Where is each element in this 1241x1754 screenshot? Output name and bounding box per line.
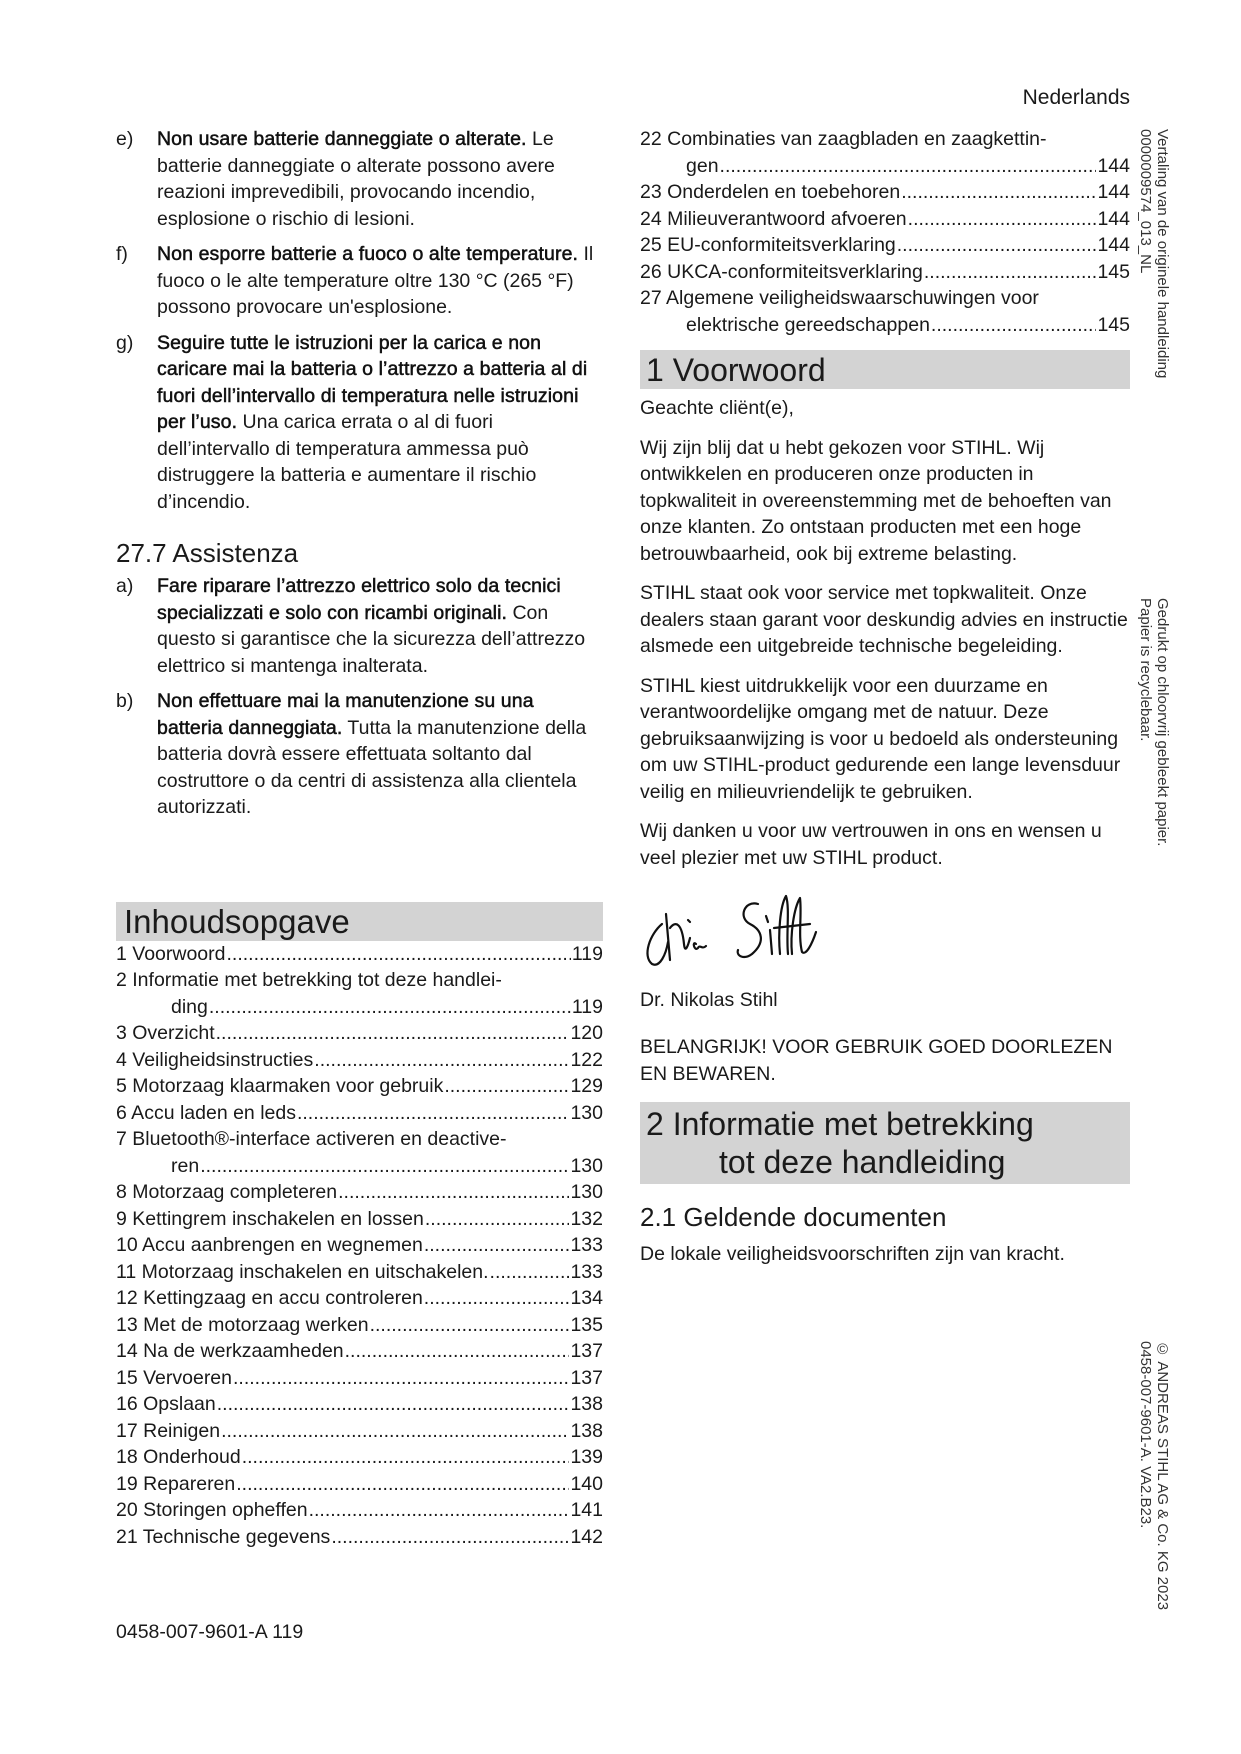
toc-leader-dots xyxy=(901,179,1096,206)
toc-entry-title: 22 Combinaties van zaagbladen en zaagkettin- xyxy=(640,128,1047,150)
safety-item-e xyxy=(116,126,603,232)
toc-leader-dots xyxy=(444,1073,569,1100)
assistenza-list xyxy=(116,573,603,821)
paper-note xyxy=(1137,598,1171,846)
greeting: Geachte cliënt(e), xyxy=(640,397,794,419)
item-letter: a) xyxy=(116,575,134,597)
item-letter: f) xyxy=(116,243,128,265)
section-1-title: 1 Voorwoord xyxy=(640,350,1130,389)
toc-entry-title: 27 Algemene veiligheidswaarschuwingen voor xyxy=(640,287,1039,309)
toc-entry xyxy=(116,1418,603,1445)
toc-title: Inhoudsopgave xyxy=(116,902,603,941)
toc-entry-title: 16 Opslaan xyxy=(116,1393,216,1415)
toc-entry-title: 6 Accu laden en leds xyxy=(116,1101,296,1124)
toc-entry-title: 25 EU-conformiteitsverklaring xyxy=(640,234,896,256)
toc-entry-title: 13 Met de motorzaag werken xyxy=(116,1313,369,1336)
item-text: Con questo si garantisce che la sicurezza dell’attrezzo elettrico si mantenga inalterata. xyxy=(157,601,586,677)
toc-page-number: 144 xyxy=(1097,154,1130,177)
copyright-note xyxy=(1137,1341,1171,1610)
item-letter: e) xyxy=(116,128,134,150)
toc-entry xyxy=(116,1524,603,1551)
toc-entry-title: 5 Motorzaag klaarmaken voor gebruik xyxy=(116,1075,444,1097)
section-2-title xyxy=(640,1102,1130,1184)
toc-entry xyxy=(116,1020,603,1047)
toc-entry xyxy=(116,1259,603,1286)
item-bold-text: Seguire tutte le istruzioni per la carica e non caricare mai la batteria o l’attrezzo a batteria al di fuori dell’intervallo di temperatura nelle istruzioni per l’uso. xyxy=(157,331,588,433)
signature-name: Dr. Nikolas Stihl xyxy=(640,989,778,1011)
toc-entry-title: 14 Na de werkzaamheden xyxy=(116,1340,344,1362)
toc-entry xyxy=(116,1179,603,1206)
toc-page-number: 144 xyxy=(1097,181,1130,203)
toc-leader-dots xyxy=(221,1418,569,1445)
toc-entry-title: 2 Informatie met betrekking tot deze handlei- xyxy=(116,969,502,991)
foreword-paragraph: STIHL staat ook voor service met topkwaliteit. Onze dealers staan garant voor deskundig advies en instructie alsmede een uitgebreide technische begeleiding. xyxy=(640,582,1128,657)
toc-entry-title: 7 Bluetooth®-interface activeren en deactive- xyxy=(116,1128,507,1150)
page-footer: 0458-007-9601-A 119 xyxy=(116,1621,304,1643)
item-text: Il fuoco o le alte temperature oltre 130 °C (265 °F) possono provocare un'esplosione. xyxy=(157,243,594,318)
toc-page-number: 120 xyxy=(570,1022,603,1044)
toc-leader-dots xyxy=(200,1153,569,1180)
toc-entry-title: 18 Onderhoud xyxy=(116,1446,241,1468)
toc-page-number: 138 xyxy=(570,1419,603,1442)
toc-entry-title: 1 Voorwoord xyxy=(116,942,226,965)
toc-entry-title: ren xyxy=(171,1154,200,1177)
toc-leader-dots xyxy=(424,1232,570,1259)
toc-leader-dots xyxy=(425,1206,570,1233)
translation-note xyxy=(1137,129,1171,378)
language-header: Nederlands xyxy=(1022,86,1130,109)
toc-entry-title: 11 Motorzaag inschakelen en uitschakelen. xyxy=(116,1260,489,1283)
toc-leader-dots xyxy=(216,1020,570,1047)
toc-entry-title: 20 Storingen opheffen xyxy=(116,1499,308,1521)
translation-note-line2: 0000009574_013_NL xyxy=(1137,129,1154,274)
important-notice: BELANGRIJK! VOOR GEBRUIK GOED DOORLEZEN EN BEWAREN. xyxy=(640,1036,1113,1085)
toc-page-number: 135 xyxy=(570,1313,603,1336)
toc-entry-title: 15 Vervoeren xyxy=(116,1366,233,1389)
toc-leader-dots xyxy=(233,1365,569,1392)
copyright-line2: 0458-007-9601-A. VA2.B23. xyxy=(1137,1341,1154,1529)
toc-leader-dots xyxy=(924,259,1097,286)
toc-entry xyxy=(116,967,603,994)
signature-image xyxy=(640,884,830,974)
foreword-paragraph: STIHL kiest uitdrukkelijk voor een duurzame en verantwoordelijke omgang met de natuur. Deze gebruiksaanwijzing is voor u bedoeld als ondersteuning om uw STIHL-product gedurende een lange levensduur veilig en milieuvriendelijk te gebruiken. xyxy=(640,674,1121,803)
toc-entry xyxy=(116,1312,603,1339)
toc-page-number: 129 xyxy=(570,1075,603,1097)
toc-entry xyxy=(116,941,603,968)
toc-leader-dots xyxy=(370,1312,570,1339)
toc-page-number: 133 xyxy=(570,1260,603,1283)
signature xyxy=(640,884,1130,979)
item-letter: b) xyxy=(116,690,134,712)
toc-entry-title: 8 Motorzaag completeren xyxy=(116,1181,338,1203)
toc-page-number: 130 xyxy=(570,1101,603,1124)
paper-note-line1: Gedrukt op chloorvrij gebleekt papier. xyxy=(1154,598,1171,847)
toc-entry xyxy=(640,153,1130,180)
section-2-1-text: De lokale veiligheidsvoorschriften zijn van kracht. xyxy=(640,1243,1065,1265)
section-2-1-title: 2.1 Geldende documenten xyxy=(640,1202,947,1232)
left-column xyxy=(116,126,603,1550)
toc-entry-title: 12 Kettingzaag en accu controleren xyxy=(116,1287,423,1309)
toc-page-number: 130 xyxy=(570,1181,603,1203)
toc-entry xyxy=(116,1444,603,1471)
assistenza-heading: 27.7 Assistenza xyxy=(116,538,299,568)
table-of-contents xyxy=(116,941,603,1551)
toc-entry xyxy=(116,1232,603,1259)
toc-page-number: 130 xyxy=(570,1154,603,1177)
toc-page-number: 138 xyxy=(570,1393,603,1415)
toc-entry xyxy=(116,1471,603,1498)
toc-entry-title: 26 UKCA-conformiteitsverklaring xyxy=(640,260,923,283)
copyright-line1: © ANDREAS STIHL AG & Co. KG 2023 xyxy=(1154,1341,1171,1611)
toc-leader-dots xyxy=(236,1471,569,1498)
toc-page-number: 137 xyxy=(570,1340,603,1362)
assist-item-b xyxy=(116,688,603,821)
toc-entry xyxy=(116,1391,603,1418)
toc-entry-title: elektrische gereedschappen xyxy=(686,313,930,336)
item-text: Tutta la manutenzione della batteria dovrà essere effettuata soltanto dal costruttore o da centri di assistenza alla clientela autorizzati. xyxy=(157,716,587,818)
item-text: Una carica errata o al di fuori dell’intervallo di temperatura ammessa può distruggere la batteria e aumentare il rischio d’incendio. xyxy=(157,411,537,513)
toc-entry xyxy=(640,126,1130,153)
toc-leader-dots xyxy=(217,1391,570,1418)
toc-page-number: 144 xyxy=(1097,207,1130,230)
item-bold-text: Non esporre batterie a fuoco o alte temperature. xyxy=(157,243,579,265)
toc-page-number: 144 xyxy=(1097,234,1130,256)
toc-leader-dots xyxy=(897,232,1097,259)
toc-leader-dots xyxy=(490,1259,570,1286)
safety-item-f xyxy=(116,241,603,321)
toc-entry xyxy=(640,206,1130,233)
toc-page-number: 145 xyxy=(1097,313,1130,336)
toc-leader-dots xyxy=(338,1179,569,1206)
toc-page-number: 119 xyxy=(571,942,603,965)
toc-entry-title: 19 Repareren xyxy=(116,1472,236,1495)
toc-entry xyxy=(640,179,1130,206)
toc-leader-dots xyxy=(242,1444,570,1471)
toc-leader-dots xyxy=(345,1338,570,1365)
item-bold-text: Non effettuare mai la manutenzione su una batteria danneggiata. xyxy=(157,690,534,739)
toc-entry-title: 17 Reinigen xyxy=(116,1419,221,1442)
foreword-paragraph: Wij zijn blij dat u hebt gekozen voor STIHL. Wij ontwikkelen en produceren onze producten in topkwaliteit in overeenstemming met de behoeften van onze klanten. Zo ontstaan producten met een hoge betrouwbaarheid, ook bij extreme belasting. xyxy=(640,436,1112,565)
toc-leader-dots xyxy=(931,312,1097,339)
toc-entry-title: 9 Kettingrem inschakelen en lossen xyxy=(116,1207,424,1230)
item-bold-text: Fare riparare l’attrezzo elettrico solo da tecnici specializzati e solo con ricambi originali. xyxy=(157,575,561,624)
section-2-title-line2: tot deze handleiding xyxy=(719,1144,1006,1180)
toc-entry xyxy=(640,232,1130,259)
toc-leader-dots xyxy=(297,1100,569,1127)
toc-page-number: 139 xyxy=(570,1446,603,1468)
toc-page-number: 141 xyxy=(570,1499,603,1521)
toc-entry-title: 23 Onderdelen en toebehoren xyxy=(640,181,901,203)
safety-item-g xyxy=(116,330,603,516)
toc-entry xyxy=(640,312,1130,339)
toc-entry xyxy=(116,1365,603,1392)
toc-leader-dots xyxy=(720,153,1097,180)
toc-entry xyxy=(640,285,1130,312)
toc-page-number: 145 xyxy=(1097,260,1130,283)
toc-entry xyxy=(116,1206,603,1233)
toc-leader-dots xyxy=(314,1047,569,1074)
right-column xyxy=(640,126,1130,1281)
toc-page-number: 137 xyxy=(570,1366,603,1389)
toc-entry xyxy=(116,994,603,1021)
toc-page-number: 122 xyxy=(570,1048,603,1071)
toc-entry xyxy=(116,1285,603,1312)
safety-list xyxy=(116,126,603,515)
toc-leader-dots xyxy=(309,1497,570,1524)
table-of-contents-continued xyxy=(640,126,1130,338)
toc-page-number: 134 xyxy=(570,1287,603,1309)
toc-entry-title: 21 Technische gegevens xyxy=(116,1525,331,1548)
item-letter: g) xyxy=(116,331,134,354)
assist-item-a xyxy=(116,573,603,679)
toc-leader-dots xyxy=(331,1524,569,1551)
toc-leader-dots xyxy=(424,1285,570,1312)
toc-entry-title: 10 Accu aanbrengen en wegnemen xyxy=(116,1234,423,1256)
toc-leader-dots xyxy=(227,941,571,968)
toc-leader-dots xyxy=(908,206,1097,233)
toc-entry xyxy=(640,259,1130,286)
toc-entry-title: 3 Overzicht xyxy=(116,1022,215,1044)
toc-page-number: 133 xyxy=(570,1234,603,1256)
toc-entry xyxy=(116,1100,603,1127)
toc-entry-title: gen xyxy=(686,154,719,177)
toc-entry xyxy=(116,1073,603,1100)
toc-entry-title: 24 Milieuverantwoord afvoeren xyxy=(640,207,907,230)
foreword-paragraph: Wij danken u voor uw vertrouwen in ons en wensen u veel plezier met uw STIHL product. xyxy=(640,820,1102,869)
toc-page-number: 140 xyxy=(570,1472,603,1495)
toc-page-number: 142 xyxy=(570,1525,603,1548)
toc-entry-title: 4 Veiligheidsinstructies xyxy=(116,1048,314,1071)
toc-page-number: 119 xyxy=(571,995,603,1018)
toc-entry xyxy=(116,1047,603,1074)
paper-note-line2: Papier is recyclebaar. xyxy=(1137,598,1154,742)
translation-note-line1: Vertaling van de originele handleiding xyxy=(1154,129,1171,379)
item-bold-text: Non usare batterie danneggiate o alterate. xyxy=(157,128,527,150)
toc-entry xyxy=(116,1153,603,1180)
toc-page-number: 132 xyxy=(570,1207,603,1230)
toc-entry xyxy=(116,1338,603,1365)
toc-leader-dots xyxy=(209,994,571,1021)
toc-entry xyxy=(116,1497,603,1524)
toc-entry-title: ding xyxy=(171,995,208,1018)
section-2-title-line1: 2 Informatie met betrekking xyxy=(646,1106,1034,1142)
item-text: Le batterie danneggiate o alterate possono avere reazioni imprevedibili, provocando incendio, esplosione o rischio di lesioni. xyxy=(157,128,555,230)
toc-entry xyxy=(116,1126,603,1153)
